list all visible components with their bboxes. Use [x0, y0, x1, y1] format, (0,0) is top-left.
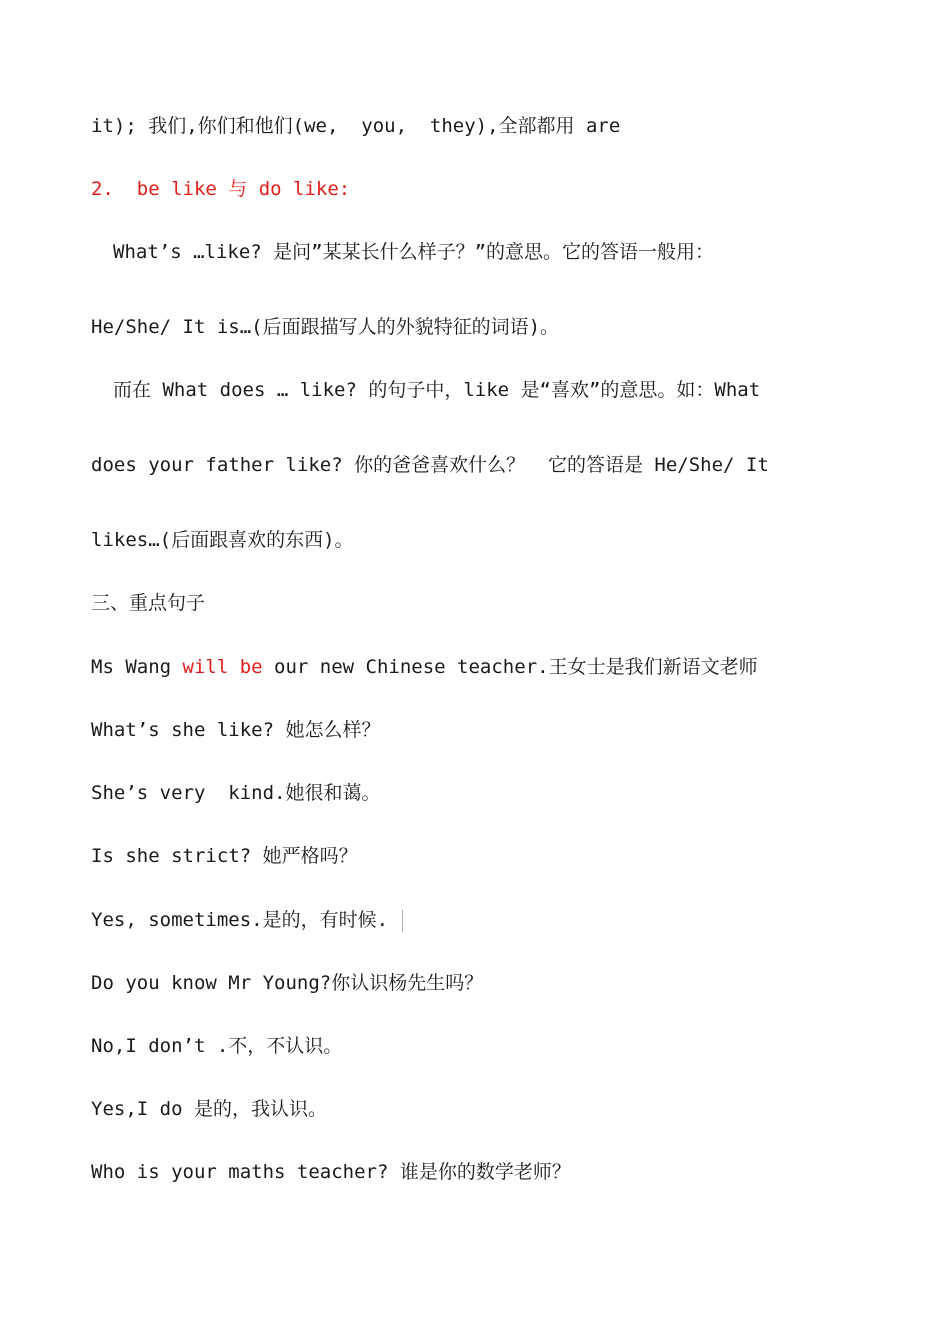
heading-be-like-do-like: 2. be like 与 do like:	[91, 178, 351, 200]
sentence-ms-wang-highlight: will be	[182, 656, 263, 678]
sentence-yes-i-do: Yes,I do 是的，我认识。	[91, 1098, 327, 1120]
section-heading-key-sentences: 三、重点句子	[91, 592, 206, 614]
sentence-ms-wang-part2: our new Chinese teacher.王女士是我们新语文老师	[262, 656, 758, 678]
paragraph-whats-like-answer: He/She/ It is…(后面跟描写人的外貌特征的词语)。	[91, 316, 560, 338]
sentence-yes-sometimes	[91, 908, 403, 932]
text-cursor	[402, 910, 403, 932]
paragraph-what-does-like-answer: likes…(后面跟喜欢的东西)。	[91, 529, 354, 551]
sentence-who-is-maths-teacher: Who is your maths teacher? 谁是你的数学老师？	[91, 1161, 571, 1183]
sentence-shes-very-kind: She’s very kind.她很和蔼。	[91, 782, 381, 804]
paragraph-what-does-like-cont: does your father like? 你的爸爸喜欢什么？ 它的答语是 He/She/ It	[91, 454, 769, 476]
sentence-do-you-know: Do you know Mr Young?你认识杨先生吗？	[91, 972, 484, 994]
sentence-no-i-dont: No,I don’t .不，不认识。	[91, 1035, 343, 1057]
sentence-is-she-strict: Is she strict? 她严格吗？	[91, 845, 358, 867]
paragraph-whats-like: What’s …like? 是问”某某长什么样子？”的意思。它的答语一般用：	[113, 241, 715, 263]
sentence-yes-sometimes-text: Yes, sometimes.是的，有时候.	[91, 909, 389, 931]
sentence-ms-wang	[91, 655, 758, 679]
text-line-pronouns-are: it); 我们,你们和他们(we, you, they),全部都用 are	[91, 115, 621, 137]
paragraph-what-does-like: 而在 What does … like? 的句子中，like 是“喜欢”的意思。如：What	[113, 379, 761, 401]
sentence-ms-wang-part1: Ms Wang	[91, 656, 183, 678]
sentence-whats-she-like: What’s she like? 她怎么样？	[91, 719, 381, 741]
